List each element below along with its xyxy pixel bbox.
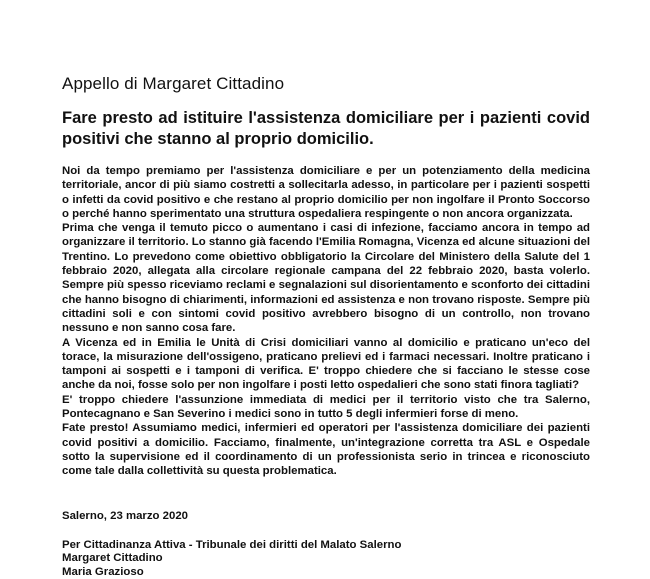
paragraph: Prima che venga il temuto picco o aumentano i casi di infezione, facciamo ancora in tempo ad organizzare il territorio. Lo stanno già facendo l'Emilia Romagna, Vicenza ed alcune situazioni del Trentino. Lo prevedono come obiettivo obbligatorio la Circolare del Ministero della Salute del 1 febbraio 2020, allegata alla circolare regionale campana del 22 febbraio 2020, basta volerlo. Sempre più spesso riceviamo reclami e segnalazioni sul disorientamento e sconforto dei cittadini che hanno bisogno di chiarimenti, informazioni ed assistenza e non trovano risposte. Sempre più cittadini soli e con sintomi covid positivo avrebbero bisogno di un controllo, non trovano nessuno e non sanno cosa fare. bbox=[62, 222, 590, 335]
signature-name: Maria Grazioso bbox=[62, 565, 144, 578]
document-title: Appello di Margaret Cittadino bbox=[62, 74, 285, 93]
signature-block bbox=[62, 539, 590, 579]
paragraph: Fate presto! Assumiamo medici, infermieri ed operatori per l'assistenza domiciliare dei pazienti covid positivi a domicilio. Facciamo, finalmente, un'integrazione corretta tra ASL e Ospedale sotto la supervisione ed il coordinamento di un professionista serio in trincea e riconosciuto come tale dalla collettività su questa problematica. bbox=[62, 422, 590, 478]
signature-organization: Per Cittadinanza Attiva - Tribunale dei diritti del Malato Salerno bbox=[62, 538, 402, 551]
signature-name: Margaret Cittadino bbox=[62, 552, 163, 565]
document-headline: Fare presto ad istituire l'assistenza domiciliare per i pazienti covid positivi che stanno al proprio domicilio. bbox=[62, 109, 590, 148]
paragraph: A Vicenza ed in Emilia le Unità di Crisi domiciliari vanno al domicilio e praticano un'eco del torace, la misurazione dell'ossigeno, praticano prelievi ed i farmaci necessari. Inoltre praticano i tamponi ai sospetti e i tamponi di verifica. E' troppo chiedere che si facciano le stesse cose anche da noi, fosse solo per non ingolfare i posti letto ospedalieri che sono stati finora tagliati? bbox=[62, 336, 590, 392]
paragraph: Noi da tempo premiamo per l'assistenza domiciliare e per un potenziamento della medicina territoriale, ancor di più siamo costretti a sollecitarla adesso, in particolare per i pazienti sospetti o infetti da covid positivo e che restano al proprio domicilio per non ingolfare il Pronto Soccorso o perché hanno sperimentato una struttura ospedaliera respingente o non ancora organizzata. bbox=[62, 165, 590, 220]
document-page bbox=[62, 74, 590, 579]
document-body bbox=[62, 164, 590, 479]
date-line: Salerno, 23 marzo 2020 bbox=[62, 509, 188, 522]
paragraph: E' troppo chiedere l'assunzione immediata di medici per il territorio visto che tra Salerno, Pontecagnano e San Severino i medici sono in tutto 5 degli infermieri forse di meno. bbox=[62, 393, 590, 421]
